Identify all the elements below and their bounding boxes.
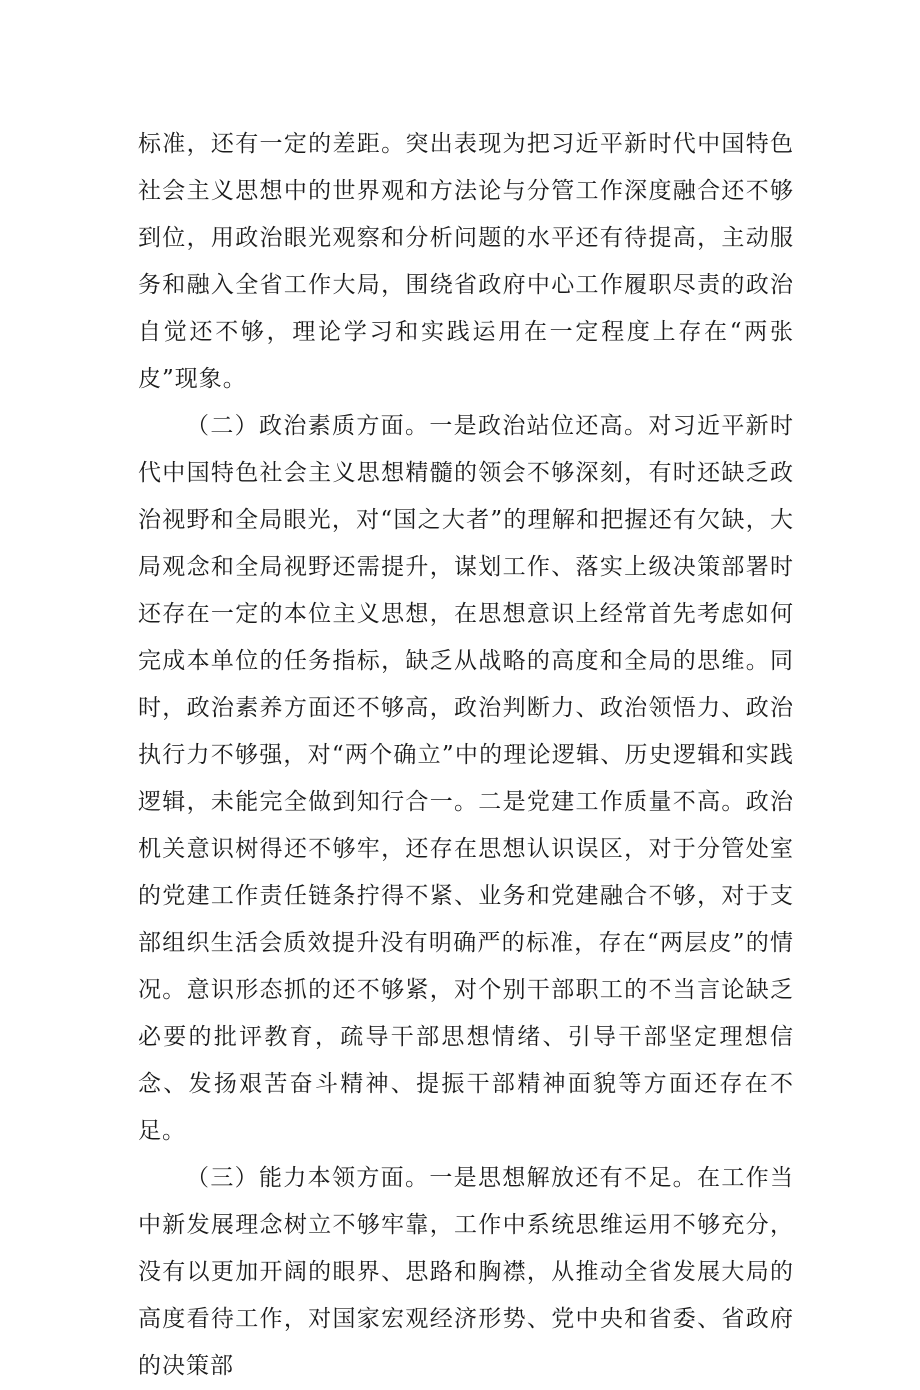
document-body — [138, 121, 794, 1390]
paragraph-political-quality: （二）政治素质方面。一是政治站位还高。对习近平新时代中国特色社会主义思想精髓的领会不够深刻，有时还缺乏政治视野和全局眼光，对“国之大者”的理解和把握还有欠缺，大局观念和全局视野还需提升，谋划工作、落实上级决策部署时还存在一定的本位主义思想，在思想意识上经常首先考虑如何完成本单位的任务指标，缺乏从战略的高度和全局的思维。同时，政治素养方面还不够高，政治判断力、政治领悟力、政治执行力不够强，对“两个确立”中的理论逻辑、历史逻辑和实践逻辑，未能完全做到知行合一。二是党建工作质量不高。政治机关意识树得还不够牢，还存在思想认识误区，对于分管处室的党建工作责任链条拧得不紧、业务和党建融合不够，对于支部组织生活会质效提升没有明确严的标准，存在“两层皮”的情况。意识形态抓的还不够紧，对个别干部职工的不当言论缺乏必要的批评教育，疏导干部思想情绪、引导干部坚定理想信念、发扬艰苦奋斗精神、提振干部精神面貌等方面还存在不足。 — [138, 413, 794, 1144]
paragraph-continuation: 标准，还有一定的差距。突出表现为把习近平新时代中国特色社会主义思想中的世界观和方法论与分管工作深度融合还不够到位，用政治眼光观察和分析问题的水平还有待提高，主动服务和融入全省工作大局，围绕省政府中心工作履职尽责的政治自觉还不够，理论学习和实践运用在一定程度上存在“两张皮”现象。 — [138, 131, 794, 392]
paragraph-ability-skills: （三）能力本领方面。一是思想解放还有不足。在工作当中新发展理念树立不够牢靠，工作中系统思维运用不够充分，没有以更加开阔的眼界、思路和胸襟，从推动全省发展大局的高度看待工作，对国家宏观经济形势、党中央和省委、省政府的决策部 — [138, 1165, 794, 1379]
